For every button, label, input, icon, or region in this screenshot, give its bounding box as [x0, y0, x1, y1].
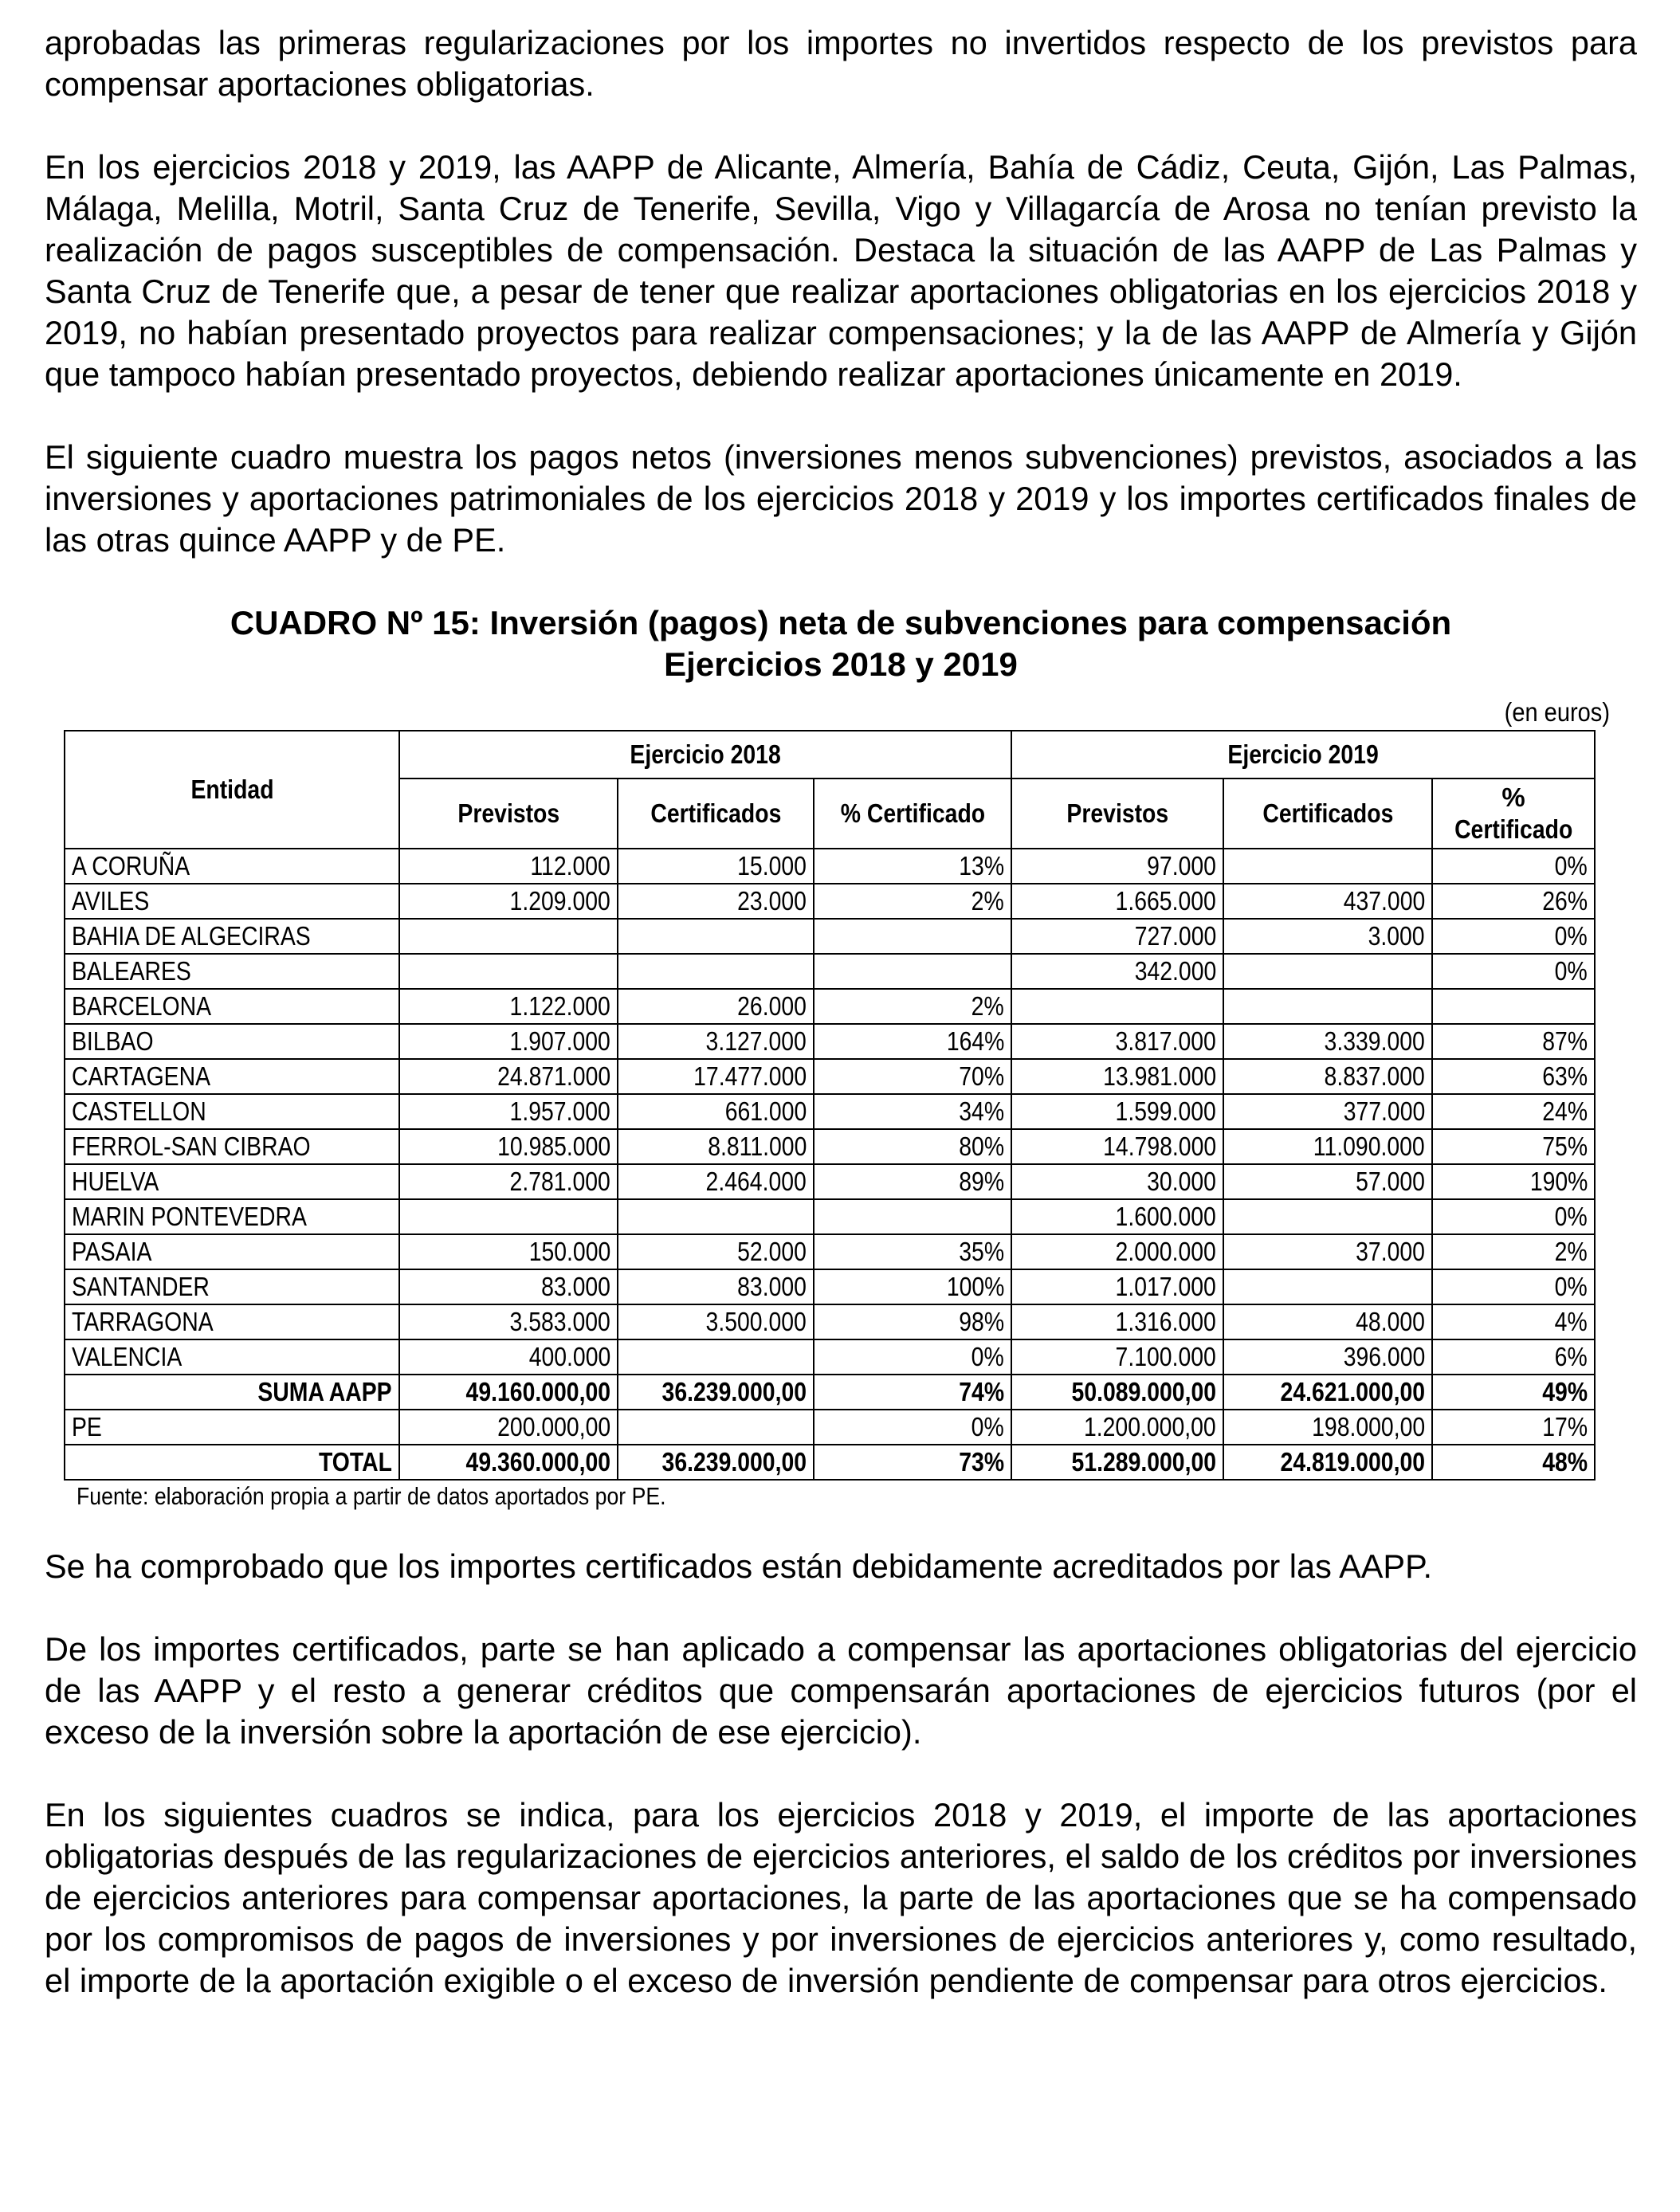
column-header-year-2019: Ejercicio 2019: [1011, 731, 1595, 779]
cell-pct-certificado-2018: [814, 1199, 1011, 1234]
table-row: [65, 1164, 1595, 1199]
cell-certificados-2019: 57.000: [1223, 1164, 1432, 1199]
column-header-pct-certificado-2019: % Certificado: [1432, 779, 1595, 849]
cell-certificados-2018: 26.000: [618, 989, 814, 1024]
paragraph: En los ejercicios 2018 y 2019, las AAPP de Alicante, Almería, Bahía de Cádiz, Ceuta, Gijón, Las Palmas, Málaga, Melilla, Motril, Santa Cruz de Tenerife, Sevilla, Vigo y Villagarcía de Arosa no tenían previsto la realización de pagos susceptibles de compensación. Destaca la situación de las AAPP de Las Palmas y Santa Cruz de Tenerife que, a pesar de tener que realizar aportaciones obligatorias en los ejercicios 2018 y 2019, no habían presentado proyectos para realizar compensaciones; y la de las AAPP de Almería y Gijón que tampoco habían presentado proyectos, debiendo realizar aportaciones únicamente en 2019.: [45, 148, 1637, 393]
cell-pct-certificado-2018: 2%: [814, 884, 1011, 919]
cell-pct-certificado-2018: 73%: [814, 1445, 1011, 1480]
column-header-year-2018: Ejercicio 2018: [399, 731, 1011, 779]
table-row-suma-aapp: [65, 1375, 1595, 1410]
paragraph: Se ha comprobado que los importes certificados están debidamente acreditados por las AAPP.: [45, 1547, 1432, 1585]
cell-certificados-2019: 396.000: [1223, 1339, 1432, 1375]
cell-certificados-2018: 36.239.000,00: [618, 1445, 814, 1480]
cell-pct-certificado-2019: 0%: [1432, 849, 1595, 884]
cell-pct-certificado-2018: [814, 919, 1011, 954]
cell-certificados-2018: [618, 1199, 814, 1234]
cell-previstos-2019: 51.289.000,00: [1011, 1445, 1223, 1480]
column-header-previstos-2018: Previstos: [399, 779, 618, 849]
cell-pct-certificado-2018: [814, 954, 1011, 989]
table-row: [65, 1234, 1595, 1269]
cell-previstos-2019: 97.000: [1011, 849, 1223, 884]
cell-pct-certificado-2019: 2%: [1432, 1234, 1595, 1269]
cell-pct-certificado-2018: 100%: [814, 1269, 1011, 1304]
cell-certificados-2019: 24.621.000,00: [1223, 1375, 1432, 1410]
table-row: [65, 849, 1595, 884]
cell-certificados-2018: [618, 1339, 814, 1375]
cell-certificados-2018: [618, 954, 814, 989]
table-row: [65, 954, 1595, 989]
cell-entity: BALEARES: [65, 954, 399, 989]
column-header-pct-certificado-2018: % Certificado: [814, 779, 1011, 849]
cell-pct-certificado-2018: 35%: [814, 1234, 1011, 1269]
cell-pct-certificado-2019: 49%: [1432, 1375, 1595, 1410]
cell-pct-certificado-2018: 80%: [814, 1129, 1011, 1164]
cell-previstos-2019: 13.981.000: [1011, 1059, 1223, 1094]
cell-previstos-2018: 1.209.000: [399, 884, 618, 919]
cell-previstos-2019: 3.817.000: [1011, 1024, 1223, 1059]
cell-previstos-2019: [1011, 989, 1223, 1024]
cell-previstos-2019: 342.000: [1011, 954, 1223, 989]
cell-previstos-2018: 400.000: [399, 1339, 618, 1375]
cell-previstos-2018: 49.160.000,00: [399, 1375, 618, 1410]
table-title-line-1: CUADRO Nº 15: Inversión (pagos) neta de subvenciones para compensación: [230, 604, 1452, 641]
cell-previstos-2019: 2.000.000: [1011, 1234, 1223, 1269]
cell-certificados-2019: 8.837.000: [1223, 1059, 1432, 1094]
column-header-certificados-2019: Certificados: [1223, 779, 1432, 849]
cell-certificados-2018: 8.811.000: [618, 1129, 814, 1164]
table-row: [65, 1094, 1595, 1129]
cell-entity: FERROL-SAN CIBRAO: [65, 1129, 399, 1164]
cell-previstos-2018: 24.871.000: [399, 1059, 618, 1094]
cell-pct-certificado-2018: 98%: [814, 1304, 1011, 1339]
cell-previstos-2018: 83.000: [399, 1269, 618, 1304]
cell-previstos-2019: 30.000: [1011, 1164, 1223, 1199]
table-row-total: [65, 1445, 1595, 1480]
table-row: [65, 1339, 1595, 1375]
cell-certificados-2018: 3.127.000: [618, 1024, 814, 1059]
cell-pct-certificado-2019: 0%: [1432, 1199, 1595, 1234]
cell-entity: CARTAGENA: [65, 1059, 399, 1094]
cell-entity: PE: [65, 1410, 399, 1445]
cell-entity: TOTAL: [65, 1445, 399, 1480]
table-row: [65, 919, 1595, 954]
table-row: [65, 1199, 1595, 1234]
cell-pct-certificado-2018: 89%: [814, 1164, 1011, 1199]
cell-entity: A CORUÑA: [65, 849, 399, 884]
document-page: [45, 22, 1637, 2002]
cell-certificados-2019: [1223, 989, 1432, 1024]
paragraph: De los importes certificados, parte se han aplicado a compensar las aportaciones obligatorias del ejercicio de las AAPP y el resto a generar créditos que compensarán aportaciones de ejercicios futuros (por el exceso de la inversión sobre la aportación de ese ejercicio).: [45, 1630, 1637, 1751]
cell-entity: BARCELONA: [65, 989, 399, 1024]
column-header-certificados-2018: Certificados: [618, 779, 814, 849]
cell-pct-certificado-2018: 13%: [814, 849, 1011, 884]
column-header-previstos-2019: Previstos: [1011, 779, 1223, 849]
cell-certificados-2018: [618, 919, 814, 954]
cell-entity: CASTELLON: [65, 1094, 399, 1129]
cell-previstos-2019: 50.089.000,00: [1011, 1375, 1223, 1410]
cell-previstos-2018: 2.781.000: [399, 1164, 618, 1199]
cell-certificados-2019: 48.000: [1223, 1304, 1432, 1339]
cell-pct-certificado-2019: 4%: [1432, 1304, 1595, 1339]
table-body: [65, 849, 1595, 1480]
cell-pct-certificado-2019: 0%: [1432, 919, 1595, 954]
cell-pct-certificado-2019: 0%: [1432, 1269, 1595, 1304]
cell-previstos-2019: 1.200.000,00: [1011, 1410, 1223, 1445]
cell-previstos-2019: 1.599.000: [1011, 1094, 1223, 1129]
cell-entity: MARIN PONTEVEDRA: [65, 1199, 399, 1234]
column-header-entity: Entidad: [65, 731, 399, 849]
cell-certificados-2019: 3.000: [1223, 919, 1432, 954]
cell-previstos-2018: 3.583.000: [399, 1304, 618, 1339]
cell-previstos-2018: [399, 919, 618, 954]
cell-pct-certificado-2019: 17%: [1432, 1410, 1595, 1445]
cell-previstos-2019: 1.665.000: [1011, 884, 1223, 919]
cell-certificados-2018: 17.477.000: [618, 1059, 814, 1094]
cell-previstos-2019: 1.600.000: [1011, 1199, 1223, 1234]
cell-pct-certificado-2019: [1432, 989, 1595, 1024]
cell-entity: TARRAGONA: [65, 1304, 399, 1339]
cell-certificados-2018: 83.000: [618, 1269, 814, 1304]
cell-pct-certificado-2018: 70%: [814, 1059, 1011, 1094]
cell-certificados-2019: 377.000: [1223, 1094, 1432, 1129]
paragraph: En los siguientes cuadros se indica, para los ejercicios 2018 y 2019, el importe de las aportaciones obligatorias después de las regularizaciones de ejercicios anteriores, el saldo de los créditos por inversiones de ejercicios anteriores para compensar aportaciones, la parte de las aportaciones que se ha compensado por los compromisos de pagos de inversiones y por inversiones de ejercicios anteriores y, como resultado, el importe de la aportación exigible o el exceso de inversión pendiente de compensar para otros ejercicios.: [45, 1796, 1637, 1999]
cell-previstos-2019: 14.798.000: [1011, 1129, 1223, 1164]
cell-certificados-2018: 2.464.000: [618, 1164, 814, 1199]
table-source-note: Fuente: elaboración propia a partir de datos aportados por PE.: [77, 1482, 666, 1510]
table-row: [65, 1059, 1595, 1094]
table-row: [65, 1024, 1595, 1059]
cell-pct-certificado-2019: 0%: [1432, 954, 1595, 989]
cell-entity: AVILES: [65, 884, 399, 919]
table-row: [65, 884, 1595, 919]
cell-pct-certificado-2018: 0%: [814, 1339, 1011, 1375]
cell-pct-certificado-2018: 164%: [814, 1024, 1011, 1059]
cell-certificados-2018: 661.000: [618, 1094, 814, 1129]
cell-certificados-2018: 52.000: [618, 1234, 814, 1269]
table-row: [65, 989, 1595, 1024]
cell-previstos-2019: 1.017.000: [1011, 1269, 1223, 1304]
table-row-pe: [65, 1410, 1595, 1445]
cell-certificados-2018: 15.000: [618, 849, 814, 884]
cell-certificados-2018: 36.239.000,00: [618, 1375, 814, 1410]
cell-certificados-2018: [618, 1410, 814, 1445]
cell-certificados-2019: [1223, 1269, 1432, 1304]
cell-pct-certificado-2019: 48%: [1432, 1445, 1595, 1480]
cell-previstos-2018: [399, 954, 618, 989]
cell-pct-certificado-2018: 74%: [814, 1375, 1011, 1410]
cell-previstos-2019: 727.000: [1011, 919, 1223, 954]
cell-entity: BAHIA DE ALGECIRAS: [65, 919, 399, 954]
cell-certificados-2019: 11.090.000: [1223, 1129, 1432, 1164]
cell-pct-certificado-2019: 26%: [1432, 884, 1595, 919]
table-row: [65, 1129, 1595, 1164]
cell-pct-certificado-2018: 2%: [814, 989, 1011, 1024]
cell-pct-certificado-2019: 6%: [1432, 1339, 1595, 1375]
cell-previstos-2018: 112.000: [399, 849, 618, 884]
cell-certificados-2019: 437.000: [1223, 884, 1432, 919]
cell-certificados-2019: 3.339.000: [1223, 1024, 1432, 1059]
cell-previstos-2018: [399, 1199, 618, 1234]
cell-pct-certificado-2018: 0%: [814, 1410, 1011, 1445]
cell-previstos-2019: 7.100.000: [1011, 1339, 1223, 1375]
cell-pct-certificado-2019: 24%: [1432, 1094, 1595, 1129]
cell-certificados-2019: 24.819.000,00: [1223, 1445, 1432, 1480]
cell-previstos-2018: 10.985.000: [399, 1129, 618, 1164]
cell-previstos-2018: 49.360.000,00: [399, 1445, 618, 1480]
cell-certificados-2019: 37.000: [1223, 1234, 1432, 1269]
cell-certificados-2019: [1223, 1199, 1432, 1234]
cell-entity: SUMA AAPP: [65, 1375, 399, 1410]
cell-certificados-2019: [1223, 954, 1432, 989]
cell-entity: VALENCIA: [65, 1339, 399, 1375]
cell-entity: SANTANDER: [65, 1269, 399, 1304]
cell-certificados-2019: [1223, 849, 1432, 884]
cell-certificados-2018: 3.500.000: [618, 1304, 814, 1339]
cell-pct-certificado-2019: 87%: [1432, 1024, 1595, 1059]
table-units: (en euros): [1504, 697, 1610, 727]
cell-pct-certificado-2019: 190%: [1432, 1164, 1595, 1199]
cell-entity: BILBAO: [65, 1024, 399, 1059]
table-row: [65, 1304, 1595, 1339]
cell-entity: PASAIA: [65, 1234, 399, 1269]
paragraph: aprobadas las primeras regularizaciones por los importes no invertidos respecto de los previstos para compensar aportaciones obligatorias.: [45, 24, 1637, 103]
cell-previstos-2018: 1.907.000: [399, 1024, 618, 1059]
cell-certificados-2018: 23.000: [618, 884, 814, 919]
cell-previstos-2018: 1.122.000: [399, 989, 618, 1024]
table-row: [65, 1269, 1595, 1304]
cell-pct-certificado-2019: 75%: [1432, 1129, 1595, 1164]
cell-previstos-2018: 200.000,00: [399, 1410, 618, 1445]
table-title-line-2: Ejercicios 2018 y 2019: [664, 645, 1018, 683]
investment-table: [64, 730, 1596, 1481]
cell-previstos-2018: 1.957.000: [399, 1094, 618, 1129]
table-title: [45, 602, 1637, 685]
cell-previstos-2019: 1.316.000: [1011, 1304, 1223, 1339]
cell-pct-certificado-2019: 63%: [1432, 1059, 1595, 1094]
paragraph: El siguiente cuadro muestra los pagos netos (inversiones menos subvenciones) previstos, asociados a las inversiones y aportaciones patrimoniales de los ejercicios 2018 y 2019 y los importes certificados finales de las otras quince AAPP y de PE.: [45, 438, 1637, 559]
cell-previstos-2018: 150.000: [399, 1234, 618, 1269]
cell-pct-certificado-2018: 34%: [814, 1094, 1011, 1129]
cell-entity: HUELVA: [65, 1164, 399, 1199]
cell-certificados-2019: 198.000,00: [1223, 1410, 1432, 1445]
